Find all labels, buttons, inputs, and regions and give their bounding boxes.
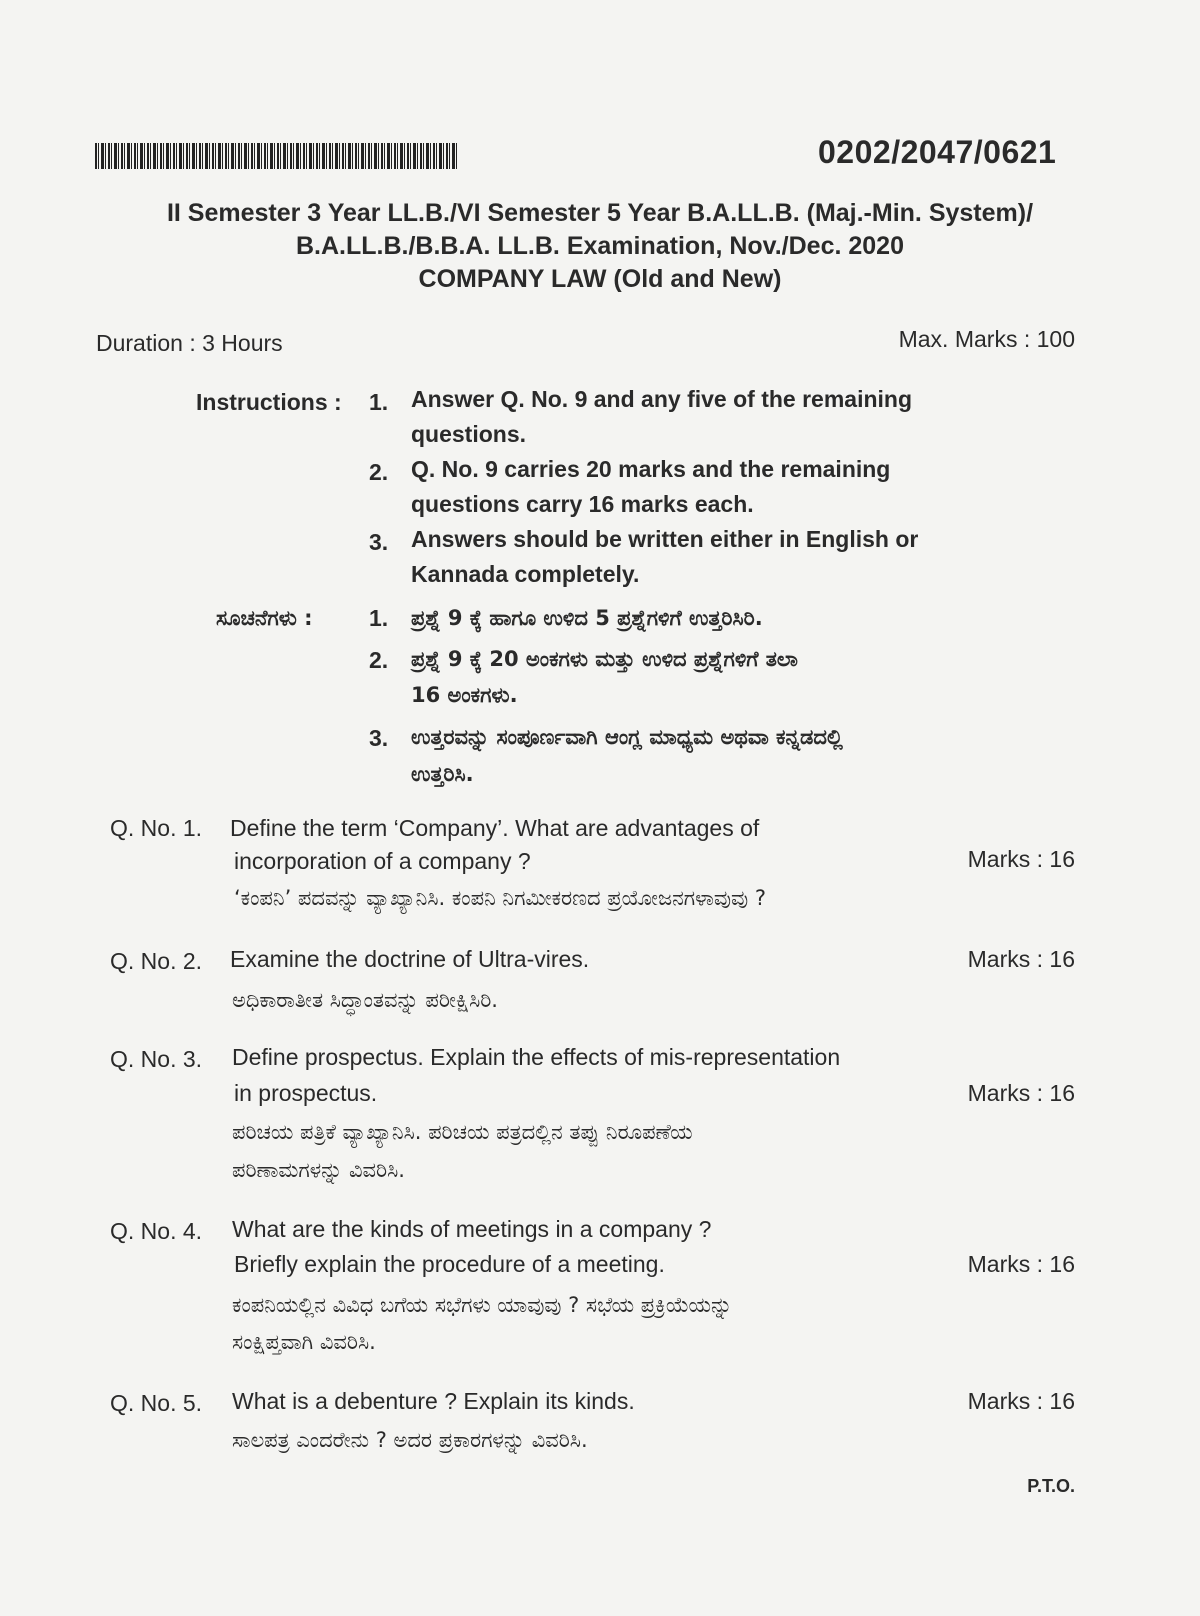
question-kannada-text: ಪರಿಣಾಮಗಳನ್ನು ವಿವರಿಸಿ. bbox=[232, 1158, 405, 1182]
question-text: Define the term ‘Company’. What are advantages of bbox=[230, 815, 760, 841]
question-text: What is a debenture ? Explain its kinds. bbox=[232, 1388, 635, 1414]
question-text: Define prospectus. Explain the effects of mis-representation bbox=[232, 1044, 841, 1070]
duration: Duration : 3 Hours bbox=[96, 330, 283, 356]
kannada-instruction-num: 3. bbox=[369, 725, 389, 751]
question-kannada-text: ‘ಕಂಪನಿ’ ಪದವನ್ನು ವ್ಯಾಖ್ಯಾನಿಸಿ. ಕಂಪನಿ ನಿಗಮೀಕರಣದ ಪ್ರಯೋಜನಗಳಾವುವು ? bbox=[234, 886, 766, 910]
question-kannada-text: ಅಧಿಕಾರಾತೀತ ಸಿದ್ಧಾಂತವನ್ನು ಪರೀಕ್ಷಿಸಿರಿ. bbox=[232, 988, 498, 1012]
subject-title: COMPANY LAW (Old and New) bbox=[418, 265, 782, 293]
exam-title-line1: II Semester 3 Year LL.B./VI Semester 5 Year B.A.LL.B. (Maj.-Min. System)/ bbox=[166, 199, 1034, 227]
question-text: What are the kinds of meetings in a company ? bbox=[232, 1216, 712, 1242]
instruction-text: questions. bbox=[411, 421, 527, 447]
question-text: Briefly explain the procedure of a meeting. bbox=[234, 1251, 665, 1277]
pto-label: P.T.O. bbox=[1027, 1476, 1075, 1496]
instruction-text: Answer Q. No. 9 and any five of the remaining bbox=[411, 386, 912, 412]
question-label: Q. No. 3. bbox=[110, 1046, 203, 1072]
question-label: Q. No. 4. bbox=[110, 1218, 203, 1244]
instruction-num: 2. bbox=[369, 459, 389, 485]
question-marks: Marks : 16 bbox=[967, 946, 1075, 972]
exam-title-line2: B.A.LL.B./B.B.A. LL.B. Examination, Nov./Dec. 2020 bbox=[296, 232, 904, 260]
kannada-instruction-text: 16 ಅಂಕಗಳು. bbox=[411, 683, 518, 707]
kannada-instruction-text: ಪ್ರಶ್ನೆ 9 ಕ್ಕೆ 20 ಅಂಕಗಳು ಮತ್ತು ಉಳಿದ ಪ್ರಶ್ನೆಗಳಿಗೆ ತಲಾ bbox=[411, 647, 798, 671]
kannada-instruction-text: ಪ್ರಶ್ನೆ 9 ಕ್ಕೆ ಹಾಗೂ ಉಳಿದ 5 ಪ್ರಶ್ನೆಗಳಿಗೆ ಉತ್ತರಿಸಿರಿ. bbox=[411, 606, 763, 630]
instructions-label: Instructions : bbox=[196, 389, 342, 415]
question-label: Q. No. 1. bbox=[110, 815, 203, 841]
kannada-instruction-text: ಉತ್ತರವನ್ನು ಸಂಪೂರ್ಣವಾಗಿ ಆಂಗ್ಲ ಮಾಧ್ಯಮ ಅಥವಾ ಕನ್ನಡದಲ್ಲಿ bbox=[411, 725, 843, 749]
kannada-instruction-num: 2. bbox=[369, 647, 389, 673]
question-text: in prospectus. bbox=[234, 1080, 378, 1106]
max-marks: Max. Marks : 100 bbox=[898, 326, 1075, 352]
question-marks: Marks : 16 bbox=[967, 1388, 1075, 1414]
paper-code: 0202/2047/0621 bbox=[818, 134, 1057, 170]
question-marks: Marks : 16 bbox=[967, 1080, 1075, 1106]
question-text: incorporation of a company ? bbox=[234, 848, 531, 874]
instruction-num: 1. bbox=[369, 389, 389, 415]
question-marks: Marks : 16 bbox=[967, 1251, 1075, 1277]
kannada-instruction-text: ಉತ್ತರಿಸಿ. bbox=[411, 762, 474, 786]
question-label: Q. No. 5. bbox=[110, 1390, 203, 1416]
kannada-instructions-label: ಸೂಚನೆಗಳು : bbox=[216, 606, 313, 630]
question-text: Examine the doctrine of Ultra-vires. bbox=[230, 946, 590, 972]
instruction-text: Kannada completely. bbox=[411, 561, 640, 587]
barcode bbox=[95, 143, 457, 169]
question-kannada-text: ಸಾಲಪತ್ರ ಎಂದರೇನು ? ಅದರ ಪ್ರಕಾರಗಳನ್ನು ವಿವರಿಸಿ. bbox=[232, 1428, 588, 1452]
kannada-instruction-num: 1. bbox=[369, 605, 389, 631]
instruction-text: questions carry 16 marks each. bbox=[411, 491, 754, 517]
question-kannada-text: ಪರಿಚಯ ಪತ್ರಿಕೆ ವ್ಯಾಖ್ಯಾನಿಸಿ. ಪರಿಚಯ ಪತ್ರದಲ್ಲಿನ ತಪ್ಪು ನಿರೂಪಣೆಯ bbox=[232, 1120, 693, 1144]
question-label: Q. No. 2. bbox=[110, 948, 203, 974]
question-kannada-text: ಸಂಕ್ಷಿಪ್ತವಾಗಿ ವಿವರಿಸಿ. bbox=[232, 1330, 376, 1354]
instruction-text: Answers should be written either in English or bbox=[411, 526, 919, 552]
instruction-num: 3. bbox=[369, 529, 389, 555]
question-marks: Marks : 16 bbox=[967, 846, 1075, 872]
question-kannada-text: ಕಂಪನಿಯಲ್ಲಿನ ವಿವಿಧ ಬಗೆಯ ಸಭೆಗಳು ಯಾವುವು ? ಸಭೆಯ ಪ್ರಕ್ರಿಯೆಯನ್ನು bbox=[232, 1293, 733, 1317]
instruction-text: Q. No. 9 carries 20 marks and the remaining bbox=[411, 456, 891, 482]
